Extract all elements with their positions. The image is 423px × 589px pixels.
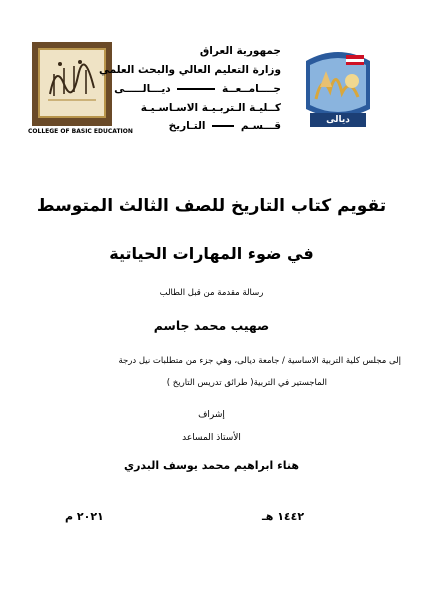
gregorian-date: ٢٠٢١ م: [65, 510, 104, 523]
header-department: [169, 120, 281, 132]
supervision-label: إشراف: [198, 410, 225, 420]
header-department-label: قـــسـم: [240, 120, 281, 132]
header-country: جمهورية العراق: [199, 45, 281, 57]
header-department-name: التـاريخ: [168, 120, 206, 132]
thesis-title: تقويم كتاب التاريخ للصف الثالث المتوسط: [36, 196, 387, 216]
logo-label: ديالى: [326, 115, 350, 125]
divider: [177, 88, 215, 90]
university-logo: [300, 47, 376, 137]
hijri-date: ١٤٤٢ هـ: [262, 510, 305, 523]
calligraphy-emblem-icon: [42, 54, 102, 104]
divider: [212, 125, 234, 127]
header-university: [114, 83, 281, 95]
header-university-label: جــــامــعــة: [221, 83, 281, 95]
supervisor-name: هناء ابراهيم محمد يوسف البدري: [123, 459, 300, 472]
logo-caption: COLLEGE OF BASIC EDUCATION: [28, 128, 133, 135]
header-university-name: ديـــالـــــى: [114, 83, 171, 95]
supervisor-rank: الأستاذ المساعد: [182, 433, 241, 443]
header-college: كــليـة الـتربـيـة الاسـاسـيـة: [140, 102, 281, 114]
header-ministry: وزارة التعليم العالي والبحث العلمي: [98, 64, 281, 76]
thesis-subtitle: في ضوء المهارات الحياتية: [109, 244, 314, 263]
student-name: صهيب محمد جاسم: [153, 318, 270, 333]
purpose-line-1: إلى مجلس كلية التربية الاساسية / جامعة ديالى، وهي جزء من متطلبات نيل درجة: [118, 356, 401, 366]
college-logo: [28, 42, 133, 138]
purpose-line-2: الماجستير في التربية( طرائق تدريس التاريخ ): [166, 378, 327, 388]
submission-note: رسالة مقدمة من قبل الطالب: [159, 288, 264, 298]
